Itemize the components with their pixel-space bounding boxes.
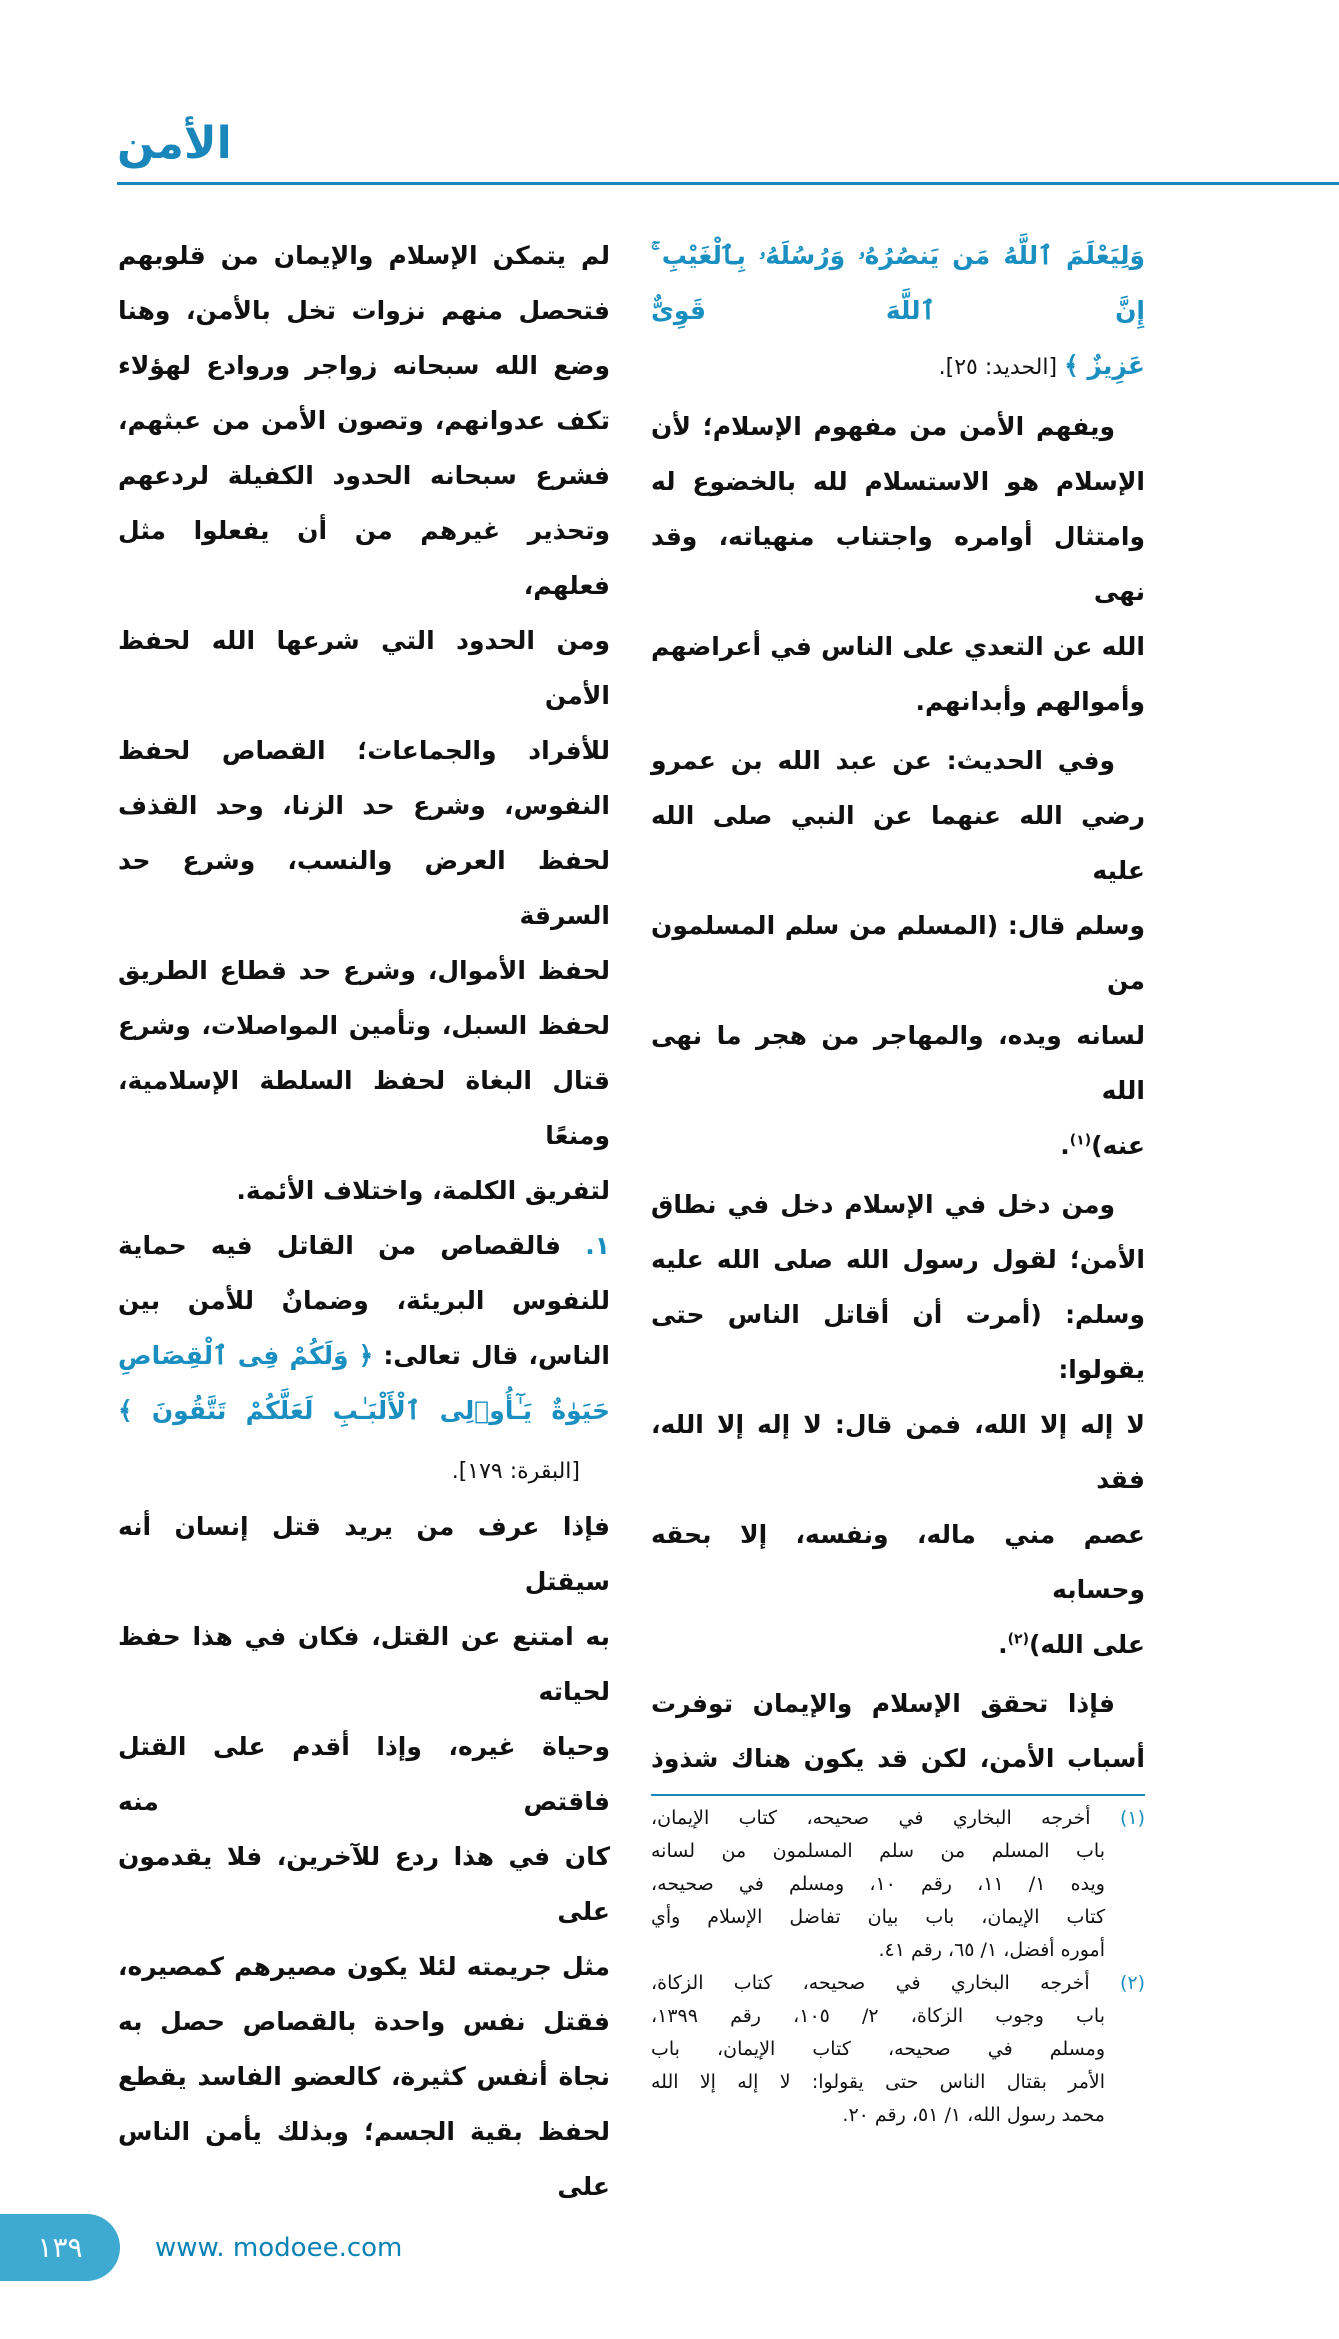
footnote-line	[651, 1802, 1145, 1835]
text-line	[118, 2049, 610, 2104]
quran-verse: وَلِيَعْلَمَ ٱللَّهُ مَن يَنصُرُهُۥ وَرُسُلَهُۥ بِٱلْغَيْبِ ۚ إِنَّ ٱللَّهَ قَوِىٌّ	[651, 241, 1145, 325]
text-line	[118, 833, 610, 943]
text-segment: للنفوس البريئة، وضمانٌ للأمن بين	[118, 1286, 610, 1315]
text-line	[651, 1676, 1145, 1731]
text-line	[651, 1118, 1145, 1173]
text-segment: فتحصل منهم نزوات تخل بالأمن، وهنا	[118, 296, 610, 325]
page-title: الأمن	[117, 118, 232, 169]
text-line	[118, 503, 610, 613]
text-line	[118, 393, 610, 448]
text-segment: وأموالهم وأبدانهم.	[915, 687, 1145, 716]
text-segment: للأفراد والجماعات؛ القصاص لحفظ	[118, 736, 610, 765]
quran-verse: حَيَوٰةٌ يَـٰٓأُو۟لِى ٱلْأَلْبَـٰبِ لَعَلَّكُمْ تَتَّقُونَ ﴾	[118, 1396, 610, 1425]
left-column	[118, 228, 610, 2214]
text-line	[651, 338, 1145, 395]
text-line	[651, 1008, 1145, 1118]
text-segment: لحفظ بقية الجسم؛ وبذلك يأمن الناس على	[118, 2117, 610, 2201]
text-segment: تكف عدوانهم، وتصون الأمن من عبثهم،	[118, 406, 610, 435]
text-line	[118, 723, 610, 778]
text-line	[651, 1287, 1145, 1397]
page-number: ١٣٩	[0, 2214, 120, 2281]
text-segment: ومن دخل في الإسلام دخل في نطاق	[651, 1190, 1115, 1219]
text-line	[118, 1939, 610, 1994]
footnote-text: الأمر بقتال الناس حتى يقولوا: لا إله إلا الله	[651, 2071, 1105, 2093]
text-segment: لحفظ الأموال، وشرع حد قطاع الطريق	[118, 956, 610, 985]
text-line	[651, 1177, 1145, 1232]
text-line	[118, 228, 610, 283]
text-line	[651, 619, 1145, 674]
text-line	[651, 733, 1145, 788]
quran-verse: عَزِيزٌ ﴾	[1064, 351, 1145, 380]
text-line	[118, 1218, 610, 1273]
quran-verse: ﴿ وَلَكُمْ فِى ٱلْقِصَاصِ	[118, 1341, 374, 1370]
text-line	[118, 1719, 610, 1829]
text-segment: الله عن التعدي على الناس في أعراضهم	[651, 632, 1145, 661]
footnote-line	[651, 2099, 1145, 2132]
text-segment: .	[1060, 1131, 1070, 1160]
text-segment: (أمرت أن أقاتل الناس حتى يقولوا:	[651, 1300, 1145, 1384]
text-line	[118, 338, 610, 393]
text-segment: لسانه ويده، والمهاجر من هجر ما نهى الله	[651, 1021, 1145, 1105]
text-line	[651, 898, 1145, 1008]
text-segment: وسلم:	[1041, 1300, 1145, 1329]
right-column-wrapper	[651, 228, 1145, 2132]
footnote-text: محمد رسول الله، ١/ ٥١، رقم ٢٠.	[842, 2104, 1105, 2126]
text-line	[118, 1163, 610, 1218]
text-segment: ومن الحدود التي شرعها الله لحفظ الأمن	[118, 626, 610, 710]
verse-reference: [الحديد: ٢٥].	[938, 355, 1065, 380]
text-segment: أسباب الأمن، لكن قد يكون هناك شذوذ	[651, 1744, 1145, 1773]
text-line	[651, 1507, 1145, 1617]
text-segment: وتحذير غيرهم من أن يفعلوا مثل فعلهم،	[118, 516, 610, 600]
footnote-text: باب المسلم من سلم المسلمون من لسانه	[651, 1840, 1105, 1862]
text-line	[118, 1328, 610, 1383]
text-segment: وامتثال أوامره واجتناب منهياته، وقد نهى	[651, 522, 1145, 606]
text-line	[118, 1499, 610, 1609]
text-line	[651, 399, 1145, 454]
text-segment: كان في هذا ردع للآخرين، فلا يقدمون على	[118, 1842, 610, 1926]
text-segment: الناس، قال تعالى:	[373, 1341, 610, 1370]
footnote-number: (١)	[1090, 1807, 1146, 1829]
text-segment: النفوس، وشرع حد الزنا، وحد القذف	[118, 791, 610, 820]
text-segment: به امتنع عن القتل، فكان في هذا حفظ لحياته	[118, 1622, 610, 1706]
columns	[118, 228, 1145, 2214]
text-segment: قتال البغاة لحفظ السلطة الإسلامية، ومنعًا	[118, 1066, 610, 1150]
footnote-rule	[651, 1794, 1145, 1796]
text-segment: الأمن؛ لقول رسول الله صلى الله عليه	[651, 1245, 1145, 1274]
footnote-line	[651, 1967, 1145, 2000]
text-segment: فإذا تحقق الإسلام والإيمان توفرت	[651, 1689, 1115, 1718]
text-segment: مثل جريمته لئلا يكون مصيرهم كمصيره،	[118, 1952, 610, 1981]
text-segment: على الله)	[1028, 1630, 1145, 1659]
footnote-text: أخرجه البخاري في صحيحه، كتاب الزكاة،	[651, 1972, 1090, 1994]
text-segment: وضع الله سبحانه زواجر وروادع لهؤلاء	[118, 351, 610, 380]
footnote-line	[651, 1934, 1145, 1967]
text-line	[651, 1617, 1145, 1672]
text-segment: وفي الحديث: عن عبد الله بن عمرو	[651, 746, 1115, 775]
footnote-line	[651, 1835, 1145, 1868]
text-line	[118, 943, 610, 998]
text-segment: لتفريق الكلمة، واختلاف الأئمة.	[236, 1176, 610, 1205]
text-segment: لحفظ السبل، وتأمين المواصلات، وشرع	[118, 1011, 610, 1040]
text-line	[118, 998, 610, 1053]
text-segment: وسلم قال:	[998, 911, 1145, 940]
site-url[interactable]: www. modoee.com	[155, 2233, 403, 2263]
text-line	[118, 613, 610, 723]
footnote-line	[651, 2033, 1145, 2066]
footnote-line	[651, 2000, 1145, 2033]
text-line	[118, 283, 610, 338]
text-segment: نجاة أنفس كثيرة، كالعضو الفاسد يقطع	[118, 2062, 610, 2091]
text-line	[651, 228, 1145, 338]
footnote-text: أموره أفضل، ١/ ٦٥، رقم ٤١.	[878, 1939, 1105, 1961]
text-segment: فالقصاص من القاتل فيه حماية	[118, 1231, 562, 1260]
footnote-ref[interactable]: (٢)	[1007, 1631, 1029, 1648]
right-column	[651, 228, 1145, 1786]
text-segment: لا إله إلا الله، فمن قال: لا إله إلا الله، فقد	[651, 1410, 1145, 1494]
text-segment: لم يتمكن الإسلام والإيمان من قلوبهم	[118, 241, 610, 270]
text-segment: الإسلام هو الاستسلام لله بالخضوع له	[651, 467, 1145, 496]
footnote-text: ومسلم في صحيحه، كتاب الإيمان، باب	[651, 2038, 1105, 2060]
text-segment: وحياة غيره، وإذا أقدم على القتل فاقتص منه	[118, 1732, 610, 1816]
text-segment: لحفظ العرض والنسب، وشرع حد السرقة	[118, 846, 610, 930]
text-segment: ويفهم الأمن من مفهوم الإسلام؛ لأن	[651, 412, 1115, 441]
text-segment: عنه)	[1091, 1131, 1145, 1160]
text-line	[651, 509, 1145, 619]
footnote-text: أخرجه البخاري في صحيحه، كتاب الإيمان،	[651, 1807, 1091, 1829]
text-segment: (المسلم من سلم المسلمون من	[651, 911, 1145, 995]
text-line	[651, 1397, 1145, 1507]
text-segment: .	[998, 1630, 1008, 1659]
text-segment: رضي الله عنهما عن النبي صلى الله عليه	[651, 801, 1145, 885]
text-segment: فشرع سبحانه الحدود الكفيلة لردعهم	[118, 461, 610, 490]
footer	[0, 2214, 1339, 2281]
text-line	[118, 448, 610, 503]
footnote-text: ويده ١/ ١١، رقم ١٠، ومسلم في صحيحه،	[651, 1873, 1105, 1895]
text-line	[118, 1053, 610, 1163]
text-line	[118, 1994, 610, 2049]
text-line	[651, 1731, 1145, 1786]
footnotes	[651, 1802, 1145, 2132]
text-line	[651, 1232, 1145, 1287]
text-segment: فإذا عرف من يريد قتل إنسان أنه سيقتل	[118, 1512, 610, 1596]
footnote-number: (٢)	[1089, 1972, 1146, 1994]
text-line	[118, 1609, 610, 1719]
footnote-line	[651, 1868, 1145, 1901]
footnote-ref[interactable]: (١)	[1069, 1132, 1092, 1149]
text-segment: عصم مني ماله، ونفسه، إلا بحقه وحسابه	[651, 1520, 1145, 1604]
text-line	[118, 1829, 610, 1939]
text-segment: فقتل نفس واحدة بالقصاص حصل به	[118, 2007, 610, 2036]
footnote-text: باب وجوب الزكاة، ٢/ ١٠٥، رقم ١٣٩٩،	[651, 2005, 1105, 2027]
text-line	[118, 1383, 610, 1438]
verse-reference: [البقرة: ١٧٩].	[451, 1459, 580, 1484]
list-number: ١.	[561, 1231, 610, 1260]
footnote-text: كتاب الإيمان، باب بيان تفاضل الإسلام وأي	[651, 1906, 1105, 1928]
footnote-line	[651, 1901, 1145, 1934]
text-line	[118, 2104, 610, 2214]
text-line	[651, 454, 1145, 509]
text-line	[651, 674, 1145, 729]
text-line	[651, 788, 1145, 898]
text-line	[118, 1273, 610, 1328]
text-line	[118, 1442, 610, 1499]
footnote-line	[651, 2066, 1145, 2099]
text-line	[118, 778, 610, 833]
